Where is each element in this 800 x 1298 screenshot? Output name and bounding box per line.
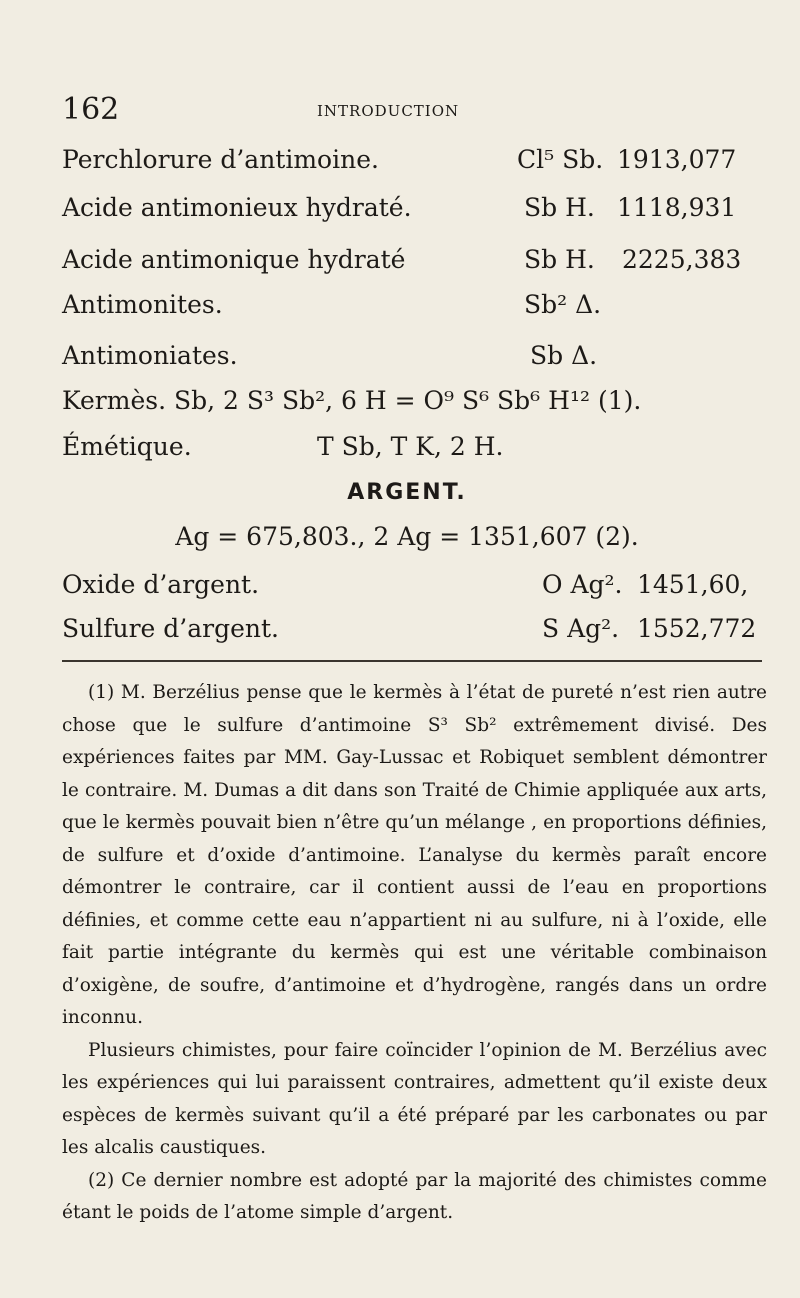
table-row — [62, 341, 752, 381]
compound-value: 1451,60, — [637, 570, 749, 599]
running-title: INTRODUCTION — [317, 102, 460, 120]
argent-equation: Ag = 675,803., 2 Ag = 1351,607 (2). — [175, 522, 639, 551]
compound-value: 1913,077 — [617, 145, 737, 174]
compound-value: 1552,772 — [637, 614, 757, 643]
compound-name: Perchlorure d’antimoine. — [62, 145, 379, 174]
footnote-1-continued: Plusieurs chimistes, pour faire coïncider l’opinion de M. Berzélius avec les expériences qui lui paraissent contraires, admettent qu’il existe deux espèces de kermès suivant qu’il a été préparé par les carbonates ou par les alcalis caustiques. — [62, 1039, 767, 1158]
kermes-line: Kermès. Sb, 2 S³ Sb², 6 H = O⁹ S⁶ Sb⁶ H¹² (1). — [62, 386, 642, 415]
compound-formula: T Sb, T K, 2 H. — [317, 432, 504, 461]
page-number: 162 — [62, 92, 120, 127]
table-row — [62, 570, 752, 610]
page-header — [62, 92, 702, 132]
compound-value: 1118,931 — [617, 193, 737, 222]
compound-name: Sulfure d’argent. — [62, 614, 279, 643]
section-title: ARGENT. — [347, 480, 467, 505]
footnote-rule — [62, 660, 762, 662]
compound-name: Acide antimonique hydraté — [62, 245, 406, 274]
compound-formula: Sb² Δ. — [524, 290, 602, 319]
table-row — [62, 614, 757, 654]
table-row — [62, 145, 752, 185]
compound-formula: Sb H. — [524, 245, 595, 274]
footnote-2: (2) Ce dernier nombre est adopté par la majorité des chimistes comme étant le poids de l’atome simple d’argent. — [62, 1169, 767, 1223]
compound-name: Émétique. — [62, 432, 192, 461]
compound-value: 2225,383 — [622, 245, 742, 274]
table-row — [62, 245, 752, 285]
compound-name: Acide antimonieux hydraté. — [62, 193, 412, 222]
compound-formula: Sb H. — [524, 193, 595, 222]
footnote-1: (1) M. Berzélius pense que le kermès à l’état de pureté n’est rien autre chose que le sulfure d’antimoine S³ Sb² extrêmement divisé. Des expériences faites par MM. Gay-Lussac et Robiquet semblent démontrer le contraire. M. Dumas a dit dans son Traité de Chimie appliquée aux arts, que le kermès pouvait bien n’être qu’un mélange , en proportions définies, de sulfure et d’oxide d’antimoine. L’analyse du kermès paraît encore démontrer le contraire, car il contient aussi de l’eau en proportions définies, et comme cette eau n’appartient ni au sulfure, ni à l’oxide, elle fait partie intégrante du kermès qui est une véritable combinaison d’oxigène, de soufre, d’antimoine et d’hydrogène, rangés dans un ordre inconnu. — [62, 682, 767, 1028]
footnotes — [62, 677, 767, 1230]
compound-formula: Sb Δ. — [530, 341, 598, 370]
compound-formula: S Ag². — [542, 614, 620, 643]
compound-name: Oxide d’argent. — [62, 570, 260, 599]
compound-formula: O Ag². — [542, 570, 623, 599]
emetique-row — [62, 432, 752, 472]
table-row — [62, 290, 752, 330]
compound-name: Antimonites. — [62, 290, 223, 319]
compound-formula: Cl⁵ Sb. — [517, 145, 604, 174]
compound-name: Antimoniates. — [62, 341, 238, 370]
table-row — [62, 193, 752, 233]
